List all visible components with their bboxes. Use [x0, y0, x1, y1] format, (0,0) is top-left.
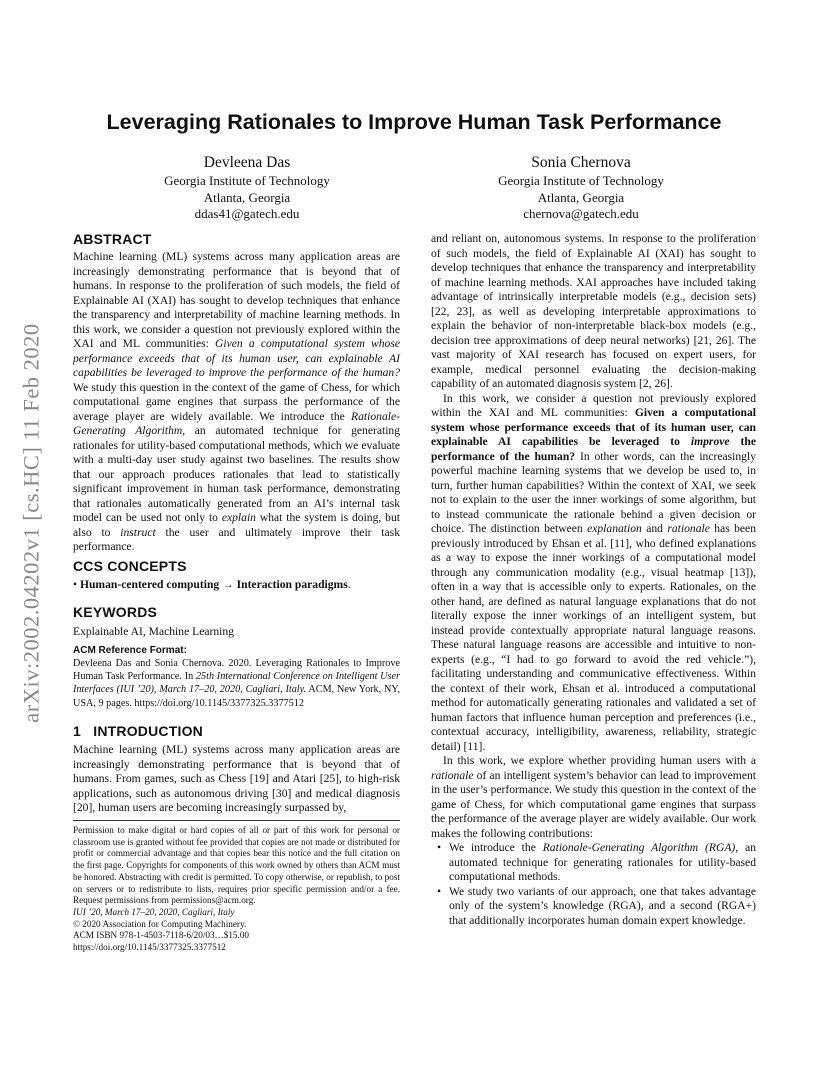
author-block-1: [117, 152, 377, 223]
abstract-heading: ABSTRACT: [73, 231, 152, 247]
author-affiliation: Georgia Institute of Technology: [498, 173, 664, 188]
right-column: [431, 232, 756, 928]
copyright-line: © 2020 Association for Computing Machinery.: [73, 918, 247, 929]
intro-paragraph-3: In this work, we explore whether providing human users with a rationale of an intelligent system’s behavior can lead to improvement in the user’s performance. We study this question in the context of the game of Chess, for which computational game engines that surpass the performance of the average player are widely available. Our work makes the following contributions:: [431, 754, 756, 840]
ccs-concepts-item: • Human-centered computing → Interaction paradigms.: [73, 578, 351, 591]
keywords-text: Explainable AI, Machine Learning: [73, 625, 234, 638]
introduction-text-left: Machine learning (ML) systems across many application areas are increasingly demonstrating performance that is beyond that of humans. From games, such as Chess [19] and Atari [25], to high-risk applications, such as autonomous driving [30] and medical diagnosis [20], human users are becoming increasingly surpassed by,: [73, 743, 400, 814]
author-email[interactable]: chernova@gatech.edu: [523, 206, 639, 221]
keywords-heading: KEYWORDS: [73, 604, 158, 620]
doi-line[interactable]: https://doi.org/10.1145/3377325.3377512: [73, 942, 226, 953]
permission-notice: Permission to make digital or hard copies of all or part of this work for personal or classroom use is granted without fee provided that copies are not made or distributed for profit or commercial advantage and that copies bear this notice and the full citation on the first page. Copyrights for components of this work owned by others than ACM must be honored. Abstracting with credit is permitted. To copy otherwise, or republish, to post on servers or to redistribute to lists, requires prior specific permission and/or a fee. Request permissions from permissions@acm.org.: [73, 825, 400, 906]
paper-title: Leveraging Rationales to Improve Human Task Performance: [106, 110, 722, 134]
copyright-footnote: [73, 825, 400, 954]
isbn-line: ACM ISBN 978-1-4503-7118-6/20/03…$15.00: [73, 930, 250, 941]
author-location: Atlanta, Georgia: [537, 189, 625, 205]
author-name: Devleena Das: [203, 154, 291, 171]
intro-paragraph-1: and reliant on, autonomous systems. In response to the proliferation of such models, the field of Explainable AI (XAI) has sought to develop techniques that enhance the transparency and interpretability of machine learning methods. XAI approaches have included taking advantage of intrinsically interpretable models (e.g., decision sets) [22, 23], as well as developing interpretable approximations to explain the behavior of non-interpretable black-box models (e.g., decision tree approximations of deep neural networks) [21, 26]. The vast majority of XAI research has focused on expert users, for example, medical personnel evaluating the decision-making capability of an automated diagnosis system [2, 26].: [431, 232, 756, 390]
arxiv-identifier: arXiv:2002.04202v1 [cs.HC] 11 Feb 2020: [19, 323, 45, 723]
arxiv-side-stamp: [14, 288, 50, 758]
intro-paragraph-2: In this work, we consider a question not previously explored within the XAI and ML communities: Given a computational system whose performance exceeds that of its human user, can explainable AI capabilities be leveraged to improve the performance of the human? In other words, can the increasingly powerful machine learning systems that we develop be used to, in turn, further human capabilities? Within the context of XAI, we seek not to explain to the user the inner workings of some algorithm, but to instead communicate the rationale behind a given decision or choice. The distinction between explanation and rationale has been previously introduced by Ehsan et al. [11], who defined explanations as a way to expose the inner workings of a computational model through any communication modality (e.g., visual heatmap [13]), often in a way that is accessible only to experts. Rationales, on the other hand, are defined as natural language explanations that do not literally expose the inner workings of an intelligent system, but instead provide contextually appropriate natural language reasons. These natural language reasons are accessible and intuitive to non-experts (e.g., “I had to go forward to avoid the red vehicle.”), facilitating understanding and communicative effectiveness. Within the context of their work, Ehsan et al. introduced a computational method for automatically generating rationales and validated a set of human factors that influence human perception and preferences (i.e., contextual accuracy, intelligibility, awareness, reliability, strategic detail) [11].: [431, 391, 756, 753]
venue-line: IUI ’20, March 17–20, 2020, Cagliari, Italy: [73, 906, 235, 917]
contributions-list: [431, 841, 756, 928]
acm-reference-text: Devleena Das and Sonia Chernova. 2020. Leveraging Rationales to Improve Human Task Performance. In 25th International Conference on Intelligent User Interfaces (IUI ’20), March 17–20, 2020, Cagliari, Italy. ACM, New York, NY, USA, 9 pages. https://doi.org/10.1145/3377325.3377512: [73, 658, 400, 709]
ccs-concepts-heading: CCS CONCEPTS: [73, 558, 187, 574]
author-location: Atlanta, Georgia: [203, 189, 291, 205]
author-block-2: [451, 152, 711, 223]
contribution-item: • We study two variants of our approach, one that takes advantage only of the system’s knowledge (RGA), and a second (RGA+) that additionally incorporates human domain expert knowledge.: [431, 885, 756, 929]
author-email[interactable]: ddas41@gatech.edu: [194, 206, 300, 221]
footnote-divider: [73, 820, 400, 821]
introduction-heading: 1 INTRODUCTION: [73, 723, 203, 739]
contribution-item: • We introduce the Rationale-Generating Algorithm (RGA), an automated technique for generating rationales for utility-based computational methods.: [431, 841, 756, 885]
acm-reference-heading: ACM Reference Format:: [73, 645, 187, 656]
author-name: Sonia Chernova: [531, 154, 631, 171]
abstract-text: Machine learning (ML) systems across many application areas are increasingly demonstrating performance that is beyond that of humans. In response to the proliferation of such models, the field of Explainable AI (XAI) has sought to develop techniques that enhance the transparency and interpretability of machine learning methods. In this work, we consider a question not previously explored within the XAI and ML communities: Given a computational system whose performance exceeds that of its human user, can explainable AI capabilities be leveraged to improve the performance of the human? We study this question in the context of the game of Chess, for which computational game engines that surpass the performance of the average player are widely available. We introduce the Rationale-Generating Algorithm, an automated technique for generating rationales for utility-based computational methods, which we evaluate with a multi-day user study against two baselines. The results show that our approach produces rationales that lead to statistically significant improvement in human task performance, demonstrating that rationales automatically generated from an AI’s internal task model can be used not only to explain what the system is doing, but also to instruct the user and ultimately improve their task performance.: [73, 250, 401, 553]
author-affiliation: Georgia Institute of Technology: [164, 173, 330, 188]
